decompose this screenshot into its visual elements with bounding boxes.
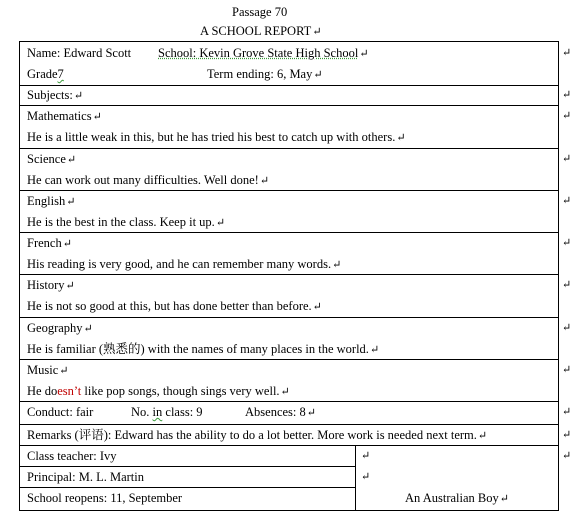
row-end-mark	[562, 448, 571, 464]
subject-comment: His reading is very good, and he can remember many words. ↵	[27, 256, 341, 273]
subject-comment: He is familiar (熟悉的) with the names of many places in the world. ↵	[27, 341, 379, 358]
principal: Principal: M. L. Martin	[27, 470, 144, 484]
subject-comment: He is not so good at this, but has done better than before. ↵	[27, 298, 322, 315]
subject-name: Science ↵	[27, 151, 76, 168]
passage-number: Passage 70	[232, 5, 288, 19]
row-end-mark	[562, 235, 571, 251]
cell-end-mark	[361, 469, 370, 485]
term-ending: Term ending: 6, May ↵	[207, 66, 323, 83]
subject-name: History ↵	[27, 277, 75, 294]
row-end-mark	[562, 151, 571, 167]
subjects-label: Subjects: ↵	[27, 87, 83, 104]
row-end-mark	[562, 362, 571, 378]
subject-name: Music ↵	[27, 362, 68, 379]
absences: Absences: 8 ↵	[245, 404, 316, 421]
row-end-mark	[562, 193, 571, 209]
row-end-mark	[562, 87, 571, 103]
row-end-mark	[562, 45, 571, 61]
row-end-mark	[562, 108, 571, 124]
school-reopens: School reopens: 11, September	[27, 491, 183, 505]
subject-name: Geography ↵	[27, 320, 93, 337]
subject-name: Mathematics ↵	[27, 108, 102, 125]
row-end-mark	[562, 404, 571, 420]
signature: An Australian Boy ↵	[405, 490, 509, 507]
row-end-mark	[562, 320, 571, 336]
row-end-mark	[562, 427, 571, 443]
conduct: Conduct: fair	[27, 405, 94, 419]
cell-end-mark	[361, 448, 370, 464]
class-teacher: Class teacher: Ivy	[27, 449, 117, 463]
school-name: School: Kevin Grove State High School ↵	[158, 45, 369, 62]
subject-comment: He is a little weak in this, but he has tried his best to catch up with others. ↵	[27, 129, 406, 146]
row-end-mark	[562, 277, 571, 293]
subject-comment: He is the best in the class. Keep it up. ↵	[27, 214, 225, 231]
student-name: Name: Edward Scott	[27, 46, 132, 60]
class-position: No. in class: 9	[131, 405, 203, 419]
report-title: A SCHOOL REPORT ↵	[200, 23, 322, 40]
subject-name: French ↵	[27, 235, 72, 252]
remarks: Remarks (评语): Edward has the ability to do a lot better. More work is needed next term. ↵	[27, 427, 487, 444]
subject-name: English ↵	[27, 193, 75, 210]
subject-comment: He doesn’t like pop songs, though sings very well. ↵	[27, 383, 290, 400]
grade: Grade7	[27, 67, 64, 81]
subject-comment: He can work out many difficulties. Well done! ↵	[27, 172, 269, 189]
